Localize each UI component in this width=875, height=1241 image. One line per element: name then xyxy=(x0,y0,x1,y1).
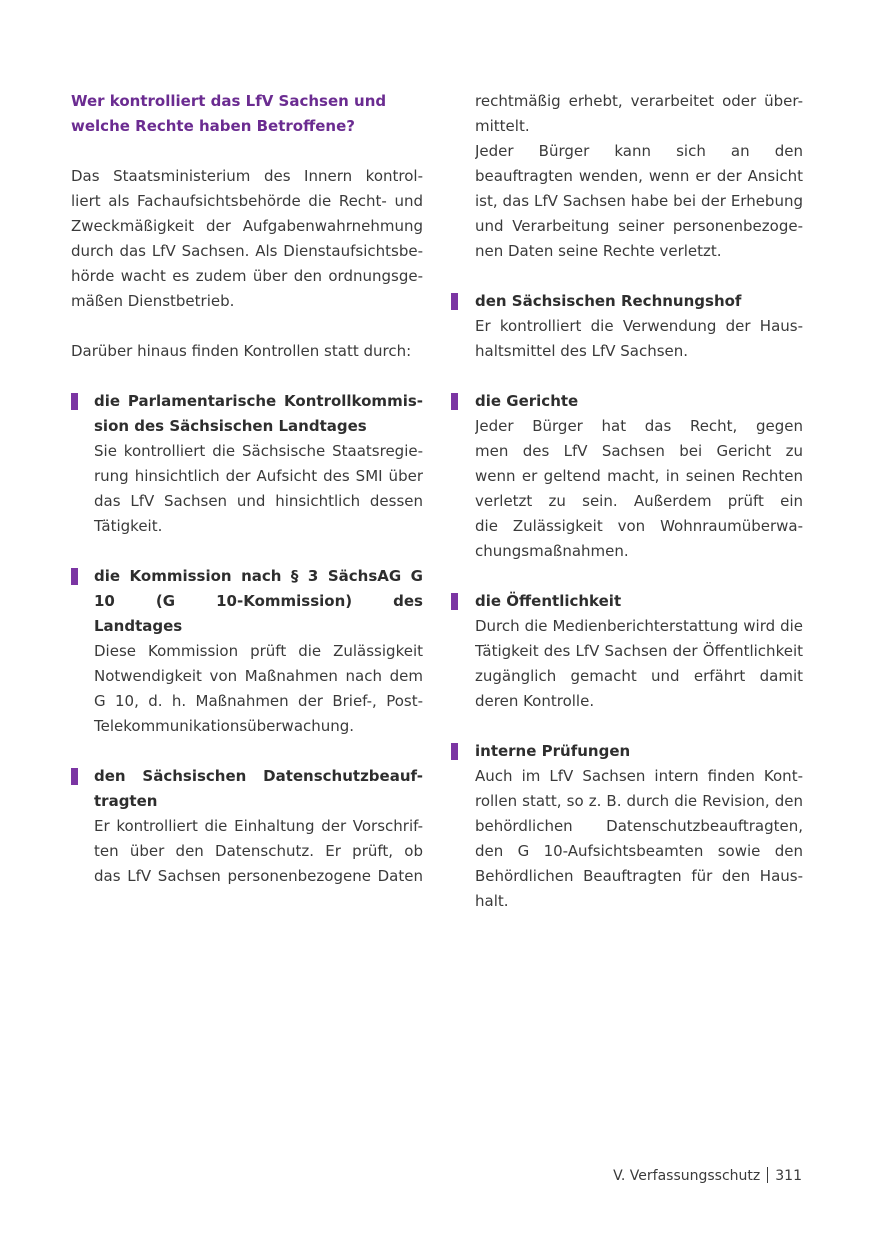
paragraph-line: Jeder Bürger kann sich an den xyxy=(475,142,803,160)
item-body-line: chungsmaßnahmen. xyxy=(475,542,629,560)
item-body-line: Behördlichen Beauftragten für den Haus- xyxy=(475,867,803,885)
list-item xyxy=(451,389,803,564)
bullet-marker xyxy=(71,568,78,585)
paragraph-line: hörde wacht es zudem über den ordnungsge- xyxy=(71,267,423,285)
item-body-line: verletzt zu sein. Außerdem prüft ein xyxy=(475,492,803,510)
chapter-label: V. Verfassungsschutz xyxy=(613,1168,761,1184)
item-body-line: ten über den Datenschutz. Er prüft, ob xyxy=(94,842,423,860)
item-body-line: Jeder Bürger hat das Recht, gegen xyxy=(475,417,803,435)
paragraph-line: nen Daten seine Rechte verletzt. xyxy=(475,242,722,260)
item-body-line: Er kontrolliert die Verwendung der Haus- xyxy=(475,317,803,335)
item-body-line: Notwendigkeit von Maßnahmen nach dem xyxy=(94,667,423,685)
item-body-line: Auch im LfV Sachsen intern finden Kont- xyxy=(475,767,803,785)
section-heading: Wer kontrolliert das LfV Sachsen und xyxy=(71,92,387,110)
bullet-marker xyxy=(451,293,458,310)
bullet-marker xyxy=(71,768,78,785)
item-title: die Kommission nach § 3 SächsAG G xyxy=(94,567,423,585)
item-body-line: behördlichen Datenschutzbeauftragten, xyxy=(475,817,803,835)
item-body-line: Diese Kommission prüft die Zulässigkeit xyxy=(94,642,423,660)
page-footer xyxy=(560,1164,802,1189)
item-body-line: rollen statt, so z. B. durch die Revision, den xyxy=(475,792,803,810)
item-body-line: haltsmittel des LfV Sachsen. xyxy=(475,342,689,360)
item-title: die Gerichte xyxy=(475,392,579,410)
item-title: die Öffentlichkeit xyxy=(475,592,622,610)
item-body-line: das LfV Sachsen personenbezogene Daten xyxy=(94,867,423,885)
item-body-line: Telekommunikationsüberwachung. xyxy=(94,717,355,735)
item-body-line: Sie kontrolliert die Sächsische Staatsregie- xyxy=(94,442,423,460)
item-title: den Sächsischen Rechnungshof xyxy=(475,292,742,310)
item-title: die Parlamentarische Kontrollkommis- xyxy=(94,392,423,410)
list-item xyxy=(71,389,423,539)
item-title: interne Prüfungen xyxy=(475,742,631,760)
bullet-marker xyxy=(451,743,458,760)
continued-text xyxy=(451,89,803,264)
paragraph-line: durch das LfV Sachsen. Als Dienstaufsichtsbe- xyxy=(71,242,423,260)
item-body-line: Tätigkeit des LfV Sachsen der Öffentlichkeit xyxy=(475,642,803,660)
item-title: 10 (G 10-Kommission) des xyxy=(94,592,423,610)
paragraph-line: Das Staatsministerium des Innern kontrol- xyxy=(71,167,423,185)
item-body-line: rung hinsichtlich der Aufsicht des SMI über xyxy=(94,467,423,485)
item-title: Landtages xyxy=(94,617,183,635)
paragraph-line: Darüber hinaus finden Kontrollen statt durch: xyxy=(71,342,412,360)
item-body-line: das LfV Sachsen und hinsichtlich dessen xyxy=(94,492,423,510)
bullet-marker xyxy=(451,593,458,610)
paragraph-line: ist, das LfV Sachsen habe bei der Erhebung xyxy=(475,192,803,210)
right-column xyxy=(451,89,803,914)
item-body-line: Tätigkeit. xyxy=(94,517,163,535)
bullet-marker xyxy=(71,393,78,410)
item-body-line: halt. xyxy=(475,892,509,910)
item-body-line: Durch die Medienberichterstattung wird die xyxy=(475,617,803,635)
item-body-line: men des LfV Sachsen bei Gericht zu xyxy=(475,442,803,460)
paragraph-line: rechtmäßig erhebt, verarbeitet oder über- xyxy=(475,92,803,110)
paragraph-line: mittelt. xyxy=(475,117,530,135)
item-title: tragten xyxy=(94,792,158,810)
item-body-line: den G 10-Aufsichtsbeamten sowie den xyxy=(475,842,803,860)
list-item xyxy=(451,739,803,914)
list-item xyxy=(71,764,423,889)
item-body-line: Er kontrolliert die Einhaltung der Vorschrif- xyxy=(94,817,423,835)
item-title: sion des Sächsischen Landtages xyxy=(94,417,367,435)
paragraph-line: mäßen Dienstbetrieb. xyxy=(71,292,235,310)
item-title: den Sächsischen Datenschutzbeauf- xyxy=(94,767,423,785)
list-item xyxy=(451,289,803,364)
page-number: 311 xyxy=(775,1168,802,1184)
paragraph-line: beauftragten wenden, wenn er der Ansicht xyxy=(475,167,803,185)
footer-divider xyxy=(767,1167,768,1183)
bullet-marker xyxy=(451,393,458,410)
left-column xyxy=(71,89,423,889)
section-heading: welche Rechte haben Betroffene? xyxy=(71,117,355,135)
item-body-line: G 10, d. h. Maßnahmen der Brief-, Post- xyxy=(94,692,423,710)
item-body-line: deren Kontrolle. xyxy=(475,692,595,710)
paragraph-line: und Verarbeitung seiner personenbezoge- xyxy=(475,217,803,235)
item-body-line: zugänglich gemacht und erfährt damit xyxy=(475,667,803,685)
item-body-line: die Zulässigkeit von Wohnraumüberwa- xyxy=(475,517,803,535)
item-body-line: wenn er geltend macht, in seinen Rechten xyxy=(475,467,803,485)
list-item xyxy=(71,564,423,739)
paragraph-line: Zweckmäßigkeit der Aufgabenwahrnehmung xyxy=(71,217,423,235)
paragraph-line: liert als Fachaufsichtsbehörde die Recht- und xyxy=(71,192,423,210)
list-item xyxy=(451,589,803,714)
